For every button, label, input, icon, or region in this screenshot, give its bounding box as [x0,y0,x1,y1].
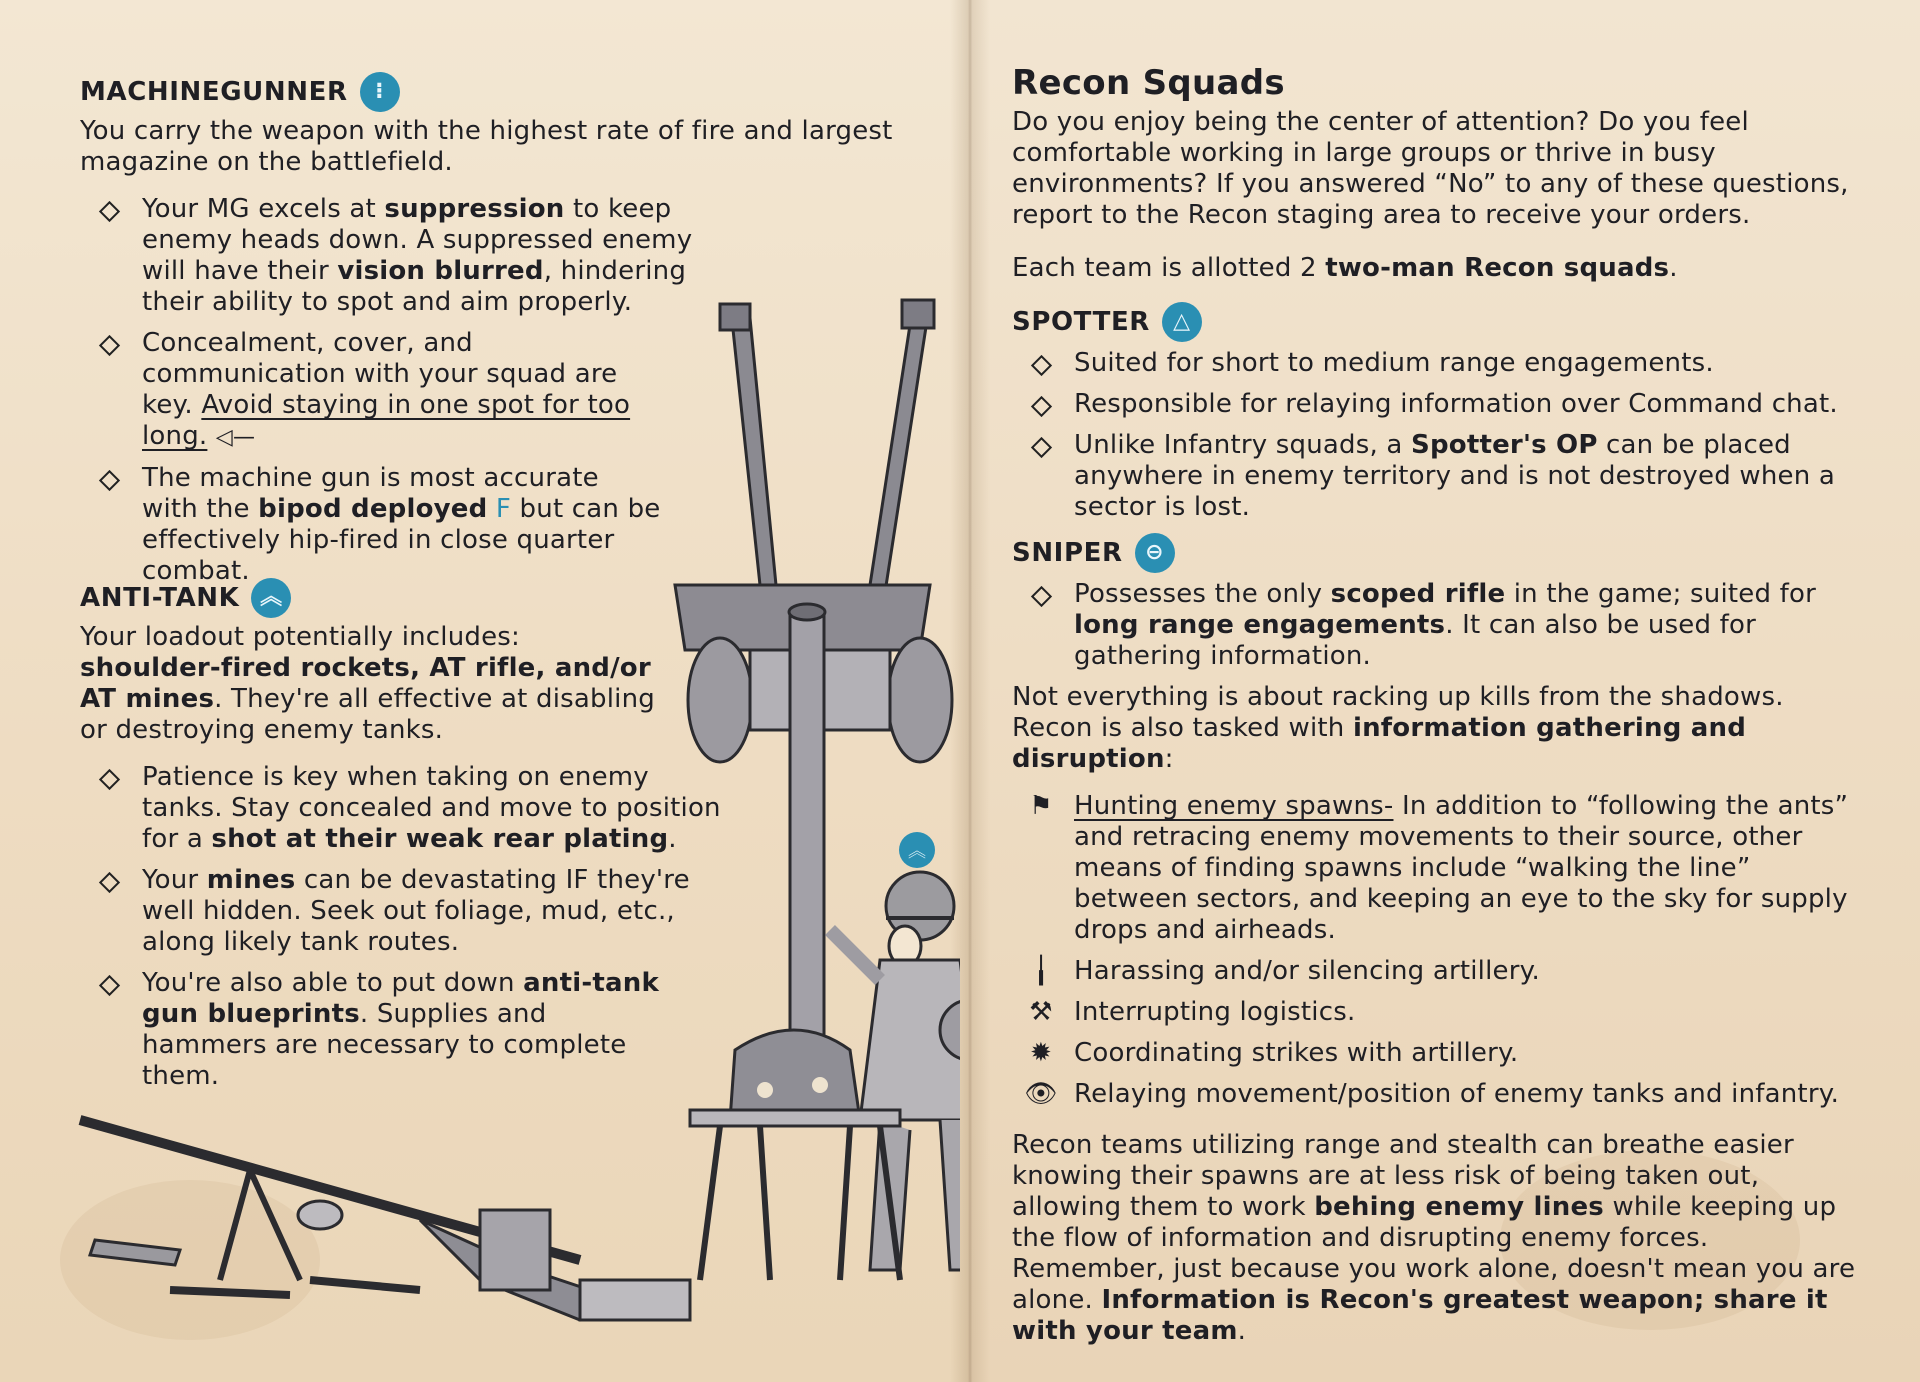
sniper-role-icon: ⊖ [1135,533,1175,573]
ammo-box [480,1210,550,1290]
rifle-bipod [220,1170,300,1280]
machinegunner-section [80,72,900,178]
sniper-title: SNIPER [1012,537,1123,568]
handwritten-underline: Hunting enemy spawns- [1074,791,1394,821]
para-text: Not everything is about racking up kills from the shadows. Recon is also tasked with [1012,682,1784,743]
recon-task-list [1012,791,1872,1110]
bullet-text: to keep enemy heads down. A suppressed enemy will have their [142,194,693,286]
handwritten-underline: Avoid staying in one spot for too long. [142,390,631,451]
tool-shovel [90,1240,180,1265]
spotter-heading [1012,302,1872,342]
strike-burst-icon: ✹ [1030,1038,1052,1068]
recon-intro: Do you enjoy being the center of attention? Do you feel comfortable working in large groups or thrive in busy environments? If you answered “No” to any of these questions, report to the Recon staging area to receive your orders. [1012,107,1849,230]
bullet-text: but can be effectively hip-fired in close quarter combat. [142,494,661,586]
bullet-bold: Spotter's OP [1411,430,1598,460]
list-item [1012,791,1872,946]
spotter-title: SPOTTER [1012,306,1150,337]
gun-trail-right [870,312,928,586]
para-text: Recon teams utilizing range and stealth can breathe easier knowing their spawns are at less risk of being taken out, allowing them to work [1012,1130,1794,1222]
eye-icon: 👁 [1024,1079,1058,1109]
bullet-text: Concealment, cover, and communication with your squad are key. [142,328,618,420]
bullet-bold: anti-tank gun blueprints [142,968,659,1029]
bullet-bold: long range engagements [1074,610,1446,640]
intro-text: Your loadout potentially includes: [80,622,521,652]
trail-spade-left [720,304,750,330]
logistics-tools-icon: ⚒ [1029,997,1053,1027]
antitank-role-icon: ︽ [251,578,291,618]
bullet-text: Responsible for relaying information over Command chat. [1074,389,1838,419]
bullet-text: . Supplies and hammers are necessary to complete them. [142,999,627,1091]
bullet-text: You're also able to put down [142,968,524,998]
tool-rifle-small [310,1280,420,1290]
artillery-icon: ╽ [1033,956,1049,986]
antitank-title: ANTI-TANK [80,582,240,613]
bullet-bold: vision blurred [337,256,544,286]
trail-spade-right [902,300,934,328]
gun-barrel [790,610,824,1090]
illustration-anti-tank-gun [60,290,960,1340]
list-item [1012,1038,1872,1069]
can [298,1201,342,1229]
sniper-heading [1012,533,1872,573]
machinegunner-heading [80,72,900,112]
bullet-text: can be placed anywhere in enemy territory and is not destroyed when a sector is lost. [1074,430,1836,522]
list-item [1012,348,1872,379]
bullet-text: , hindering their ability to spot and aim properly. [142,256,687,317]
allot-bold: two-man Recon squads [1325,253,1670,283]
list-item [1012,389,1872,420]
bullet-text: Your [142,865,207,895]
antitank-map-icon-glyph: ︽ [908,841,926,862]
closing-paragraph [1012,1130,1862,1347]
crate [580,1280,690,1320]
machinegunner-role-icon: ⁝ [360,72,400,112]
bullet-bold: mines [206,865,296,895]
bullet-text: . It can also be used for gathering information. [1074,610,1757,671]
hand-arrow-icon: ◁— [215,425,256,450]
list-item [1012,430,1872,523]
list-item [1012,579,1872,672]
list-item [1012,956,1872,987]
bullet-text: in the game; suited for [1505,579,1817,609]
gun-wheel-left [688,638,752,762]
bullet-bold: bipod deployed [258,494,488,524]
sniper-bullets [1012,579,1872,672]
para-text: while keeping up the flow of information and disrupting enemy forces. Remember, just because you work alone, doesn't mean you are alone. [1012,1192,1856,1315]
gun-wheel-right [888,638,952,762]
bullet-text: Unlike Infantry squads, a [1074,430,1412,460]
intro-text: . They're all effective at disabling or destroying enemy tanks. [80,684,655,745]
bullet-text: Your MG excels at [142,194,385,224]
bullet-text: Suited for short to medium range engagements. [1074,348,1714,378]
allot-text: . [1669,253,1678,283]
bullet-text: can be devastating IF they're well hidden. Seek out foliage, mud, etc., along likely tank routes. [142,865,690,957]
recon-title: Recon Squads [1012,63,1285,103]
recon-section [1012,63,1872,1347]
para-text: . [1237,1316,1247,1346]
para-text: : [1164,744,1174,774]
task-text: Interrupting logistics. [1074,997,1356,1027]
tool-wrench [170,1290,290,1295]
machinegunner-intro: You carry the weapon with the highest rate of fire and largest magazine on the battlefield. [80,116,893,177]
spotter-bullets [1012,348,1872,523]
bullet-bold: shot at their weak rear plating [211,824,669,854]
gun-trail-left [732,318,776,585]
machinegunner-title: MACHINEGUNNER [80,76,348,107]
bullet-text: Patience is key when taking on enemy tanks. Stay concealed and move to position for a [142,762,721,854]
shell-bag [730,1030,860,1120]
allot-text: Each team is allotted 2 [1012,253,1326,283]
bullet-text: . [668,824,677,854]
info-gathering-paragraph [1012,682,1872,775]
bullet-bold: suppression [384,194,565,224]
recon-allotment [1012,253,1872,284]
spotter-role-icon: △ [1162,302,1202,342]
spawn-flag-icon: ⚑ [1029,791,1053,821]
intro-bold: shoulder-fired rockets, AT rifle, and/or AT mines [80,653,651,714]
key-hint: F [487,494,512,524]
bullet-text: Possesses the only [1074,579,1331,609]
task-text: In addition to “following the ants” and retracing enemy movements to their source, other means of finding spawns include “walking the line” between sectors, and keeping an eye to the sky for supply drops and airheads. [1074,791,1849,945]
list-item [1012,997,1872,1028]
para-bold: behing enemy lines [1314,1192,1604,1222]
bullet-text: The machine gun is most accurate with the [142,463,599,524]
para-bold: Information is Recon's greatest weapon; share it with your team [1012,1285,1828,1346]
task-text: Harassing and/or silencing artillery. [1074,956,1540,986]
task-text: Relaying movement/position of enemy tanks and infantry. [1074,1079,1840,1109]
list-item [1012,1079,1872,1110]
para-bold: information gathering and disruption [1012,713,1747,774]
task-text: Coordinating strikes with artillery. [1074,1038,1519,1068]
stool-seat [690,1110,900,1126]
bullet-bold: scoped rifle [1330,579,1506,609]
